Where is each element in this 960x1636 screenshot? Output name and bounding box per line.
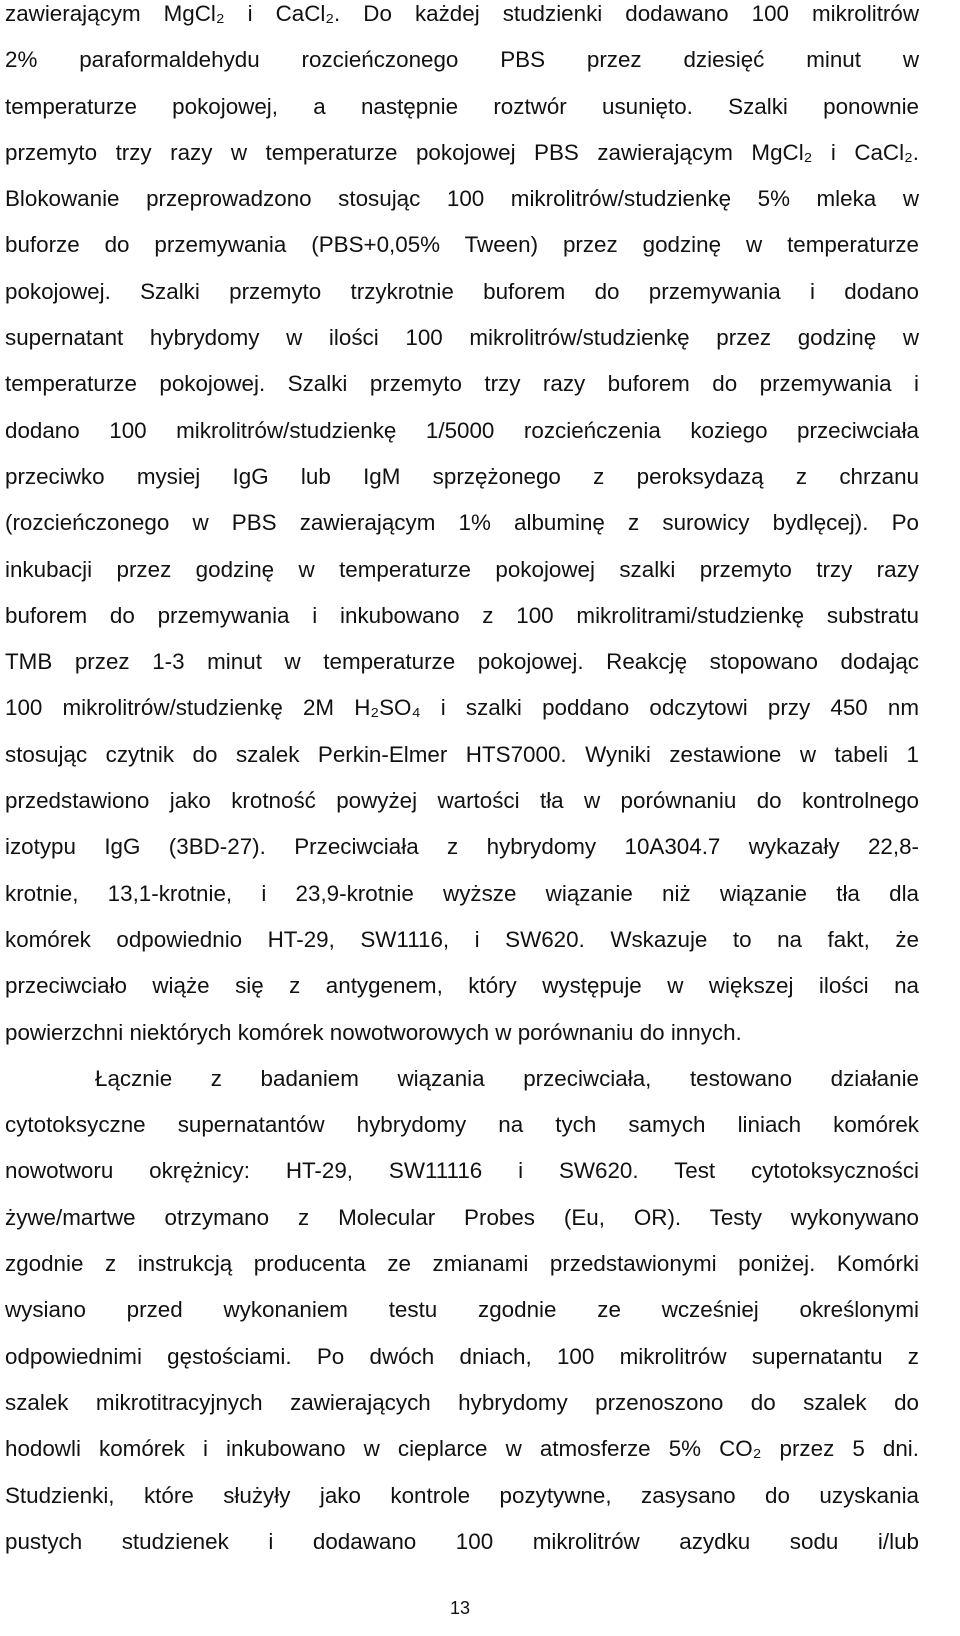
text-line: Blokowanie przeprowadzono stosując 100 mikrolitrów/studzienkę 5% mleka w <box>5 186 919 212</box>
text-line: powierzchni niektórych komórek nowotworowych w porównaniu do innych. <box>5 1019 742 1045</box>
text-line: przedstawiono jako krotność powyżej wartości tła w porównaniu do kontrolnego <box>5 788 919 814</box>
text-line: żywe/martwe otrzymano z Molecular Probes (Eu, OR). Testy wykonywano <box>5 1204 919 1230</box>
text-line: hodowli komórek i inkubowano w cieplarce w atmosferze 5% CO₂ przez 5 dni. <box>5 1436 919 1462</box>
text-line: nowotworu okrężnicy: HT-29, SW11116 i SW620. Test cytotoksyczności <box>5 1158 919 1184</box>
text-line: komórek odpowiednio HT-29, SW1116, i SW620. Wskazuje to na fakt, że <box>5 926 919 952</box>
text-line: przeciwciało wiąże się z antygenem, który występuje w większej ilości na <box>5 973 919 999</box>
text-line: przemyto trzy razy w temperaturze pokojowej PBS zawierającym MgCl₂ i CaCl₂. <box>5 139 919 165</box>
text-line: szalek mikrotitracyjnych zawierających hybrydomy przenoszono do szalek do <box>5 1389 919 1415</box>
text-line: inkubacji przez godzinę w temperaturze pokojowej szalki przemyto trzy razy <box>5 556 919 582</box>
text-line: 2% paraformaldehydu rozcieńczonego PBS przez dziesięć minut w <box>5 47 919 73</box>
text-line: pokojowej. Szalki przemyto trzykrotnie buforem do przemywania i dodano <box>5 278 919 304</box>
page-number: 13 <box>449 1598 471 1618</box>
text-line: Studzienki, które służyły jako kontrole pozytywne, zasysano do uzyskania <box>5 1482 919 1508</box>
paragraph-1 <box>5 0 919 1059</box>
text-line: przeciwko mysiej IgG lub IgM sprzężonego z peroksydazą z chrzanu <box>5 463 919 489</box>
text-line: pustych studzienek i dodawano 100 mikrolitrów azydku sodu i/lub <box>5 1528 919 1554</box>
text-line: temperaturze pokojowej. Szalki przemyto trzy razy buforem do przemywania i <box>5 371 919 397</box>
paragraph-2 <box>5 1059 919 1568</box>
text-line: (rozcieńczonego w PBS zawierającym 1% albuminę z surowicy bydlęcej). Po <box>5 510 919 536</box>
text-line: zgodnie z instrukcją producenta ze zmianami przedstawionymi poniżej. Komórki <box>5 1251 919 1277</box>
text-line: izotypu IgG (3BD-27). Przeciwciała z hybrydomy 10A304.7 wykazały 22,8- <box>5 834 919 860</box>
text-line: 100 mikrolitrów/studzienkę 2M H₂SO₄ i szalki poddano odczytowi przy 450 nm <box>5 695 919 721</box>
text-line: supernatant hybrydomy w ilości 100 mikrolitrów/studzienkę przez godzinę w <box>5 325 919 351</box>
text-line: odpowiednimi gęstościami. Po dwóch dniach, 100 mikrolitrów supernatantu z <box>5 1343 919 1369</box>
text-line: stosując czytnik do szalek Perkin-Elmer HTS7000. Wyniki zestawione w tabeli 1 <box>5 741 919 767</box>
text-line: Łącznie z badaniem wiązania przeciwciała, testowano działanie <box>95 1065 919 1091</box>
text-line: dodano 100 mikrolitrów/studzienkę 1/5000 rozcieńczenia koziego przeciwciała <box>5 417 919 443</box>
text-line: wysiano przed wykonaniem testu zgodnie ze wcześniej określonymi <box>5 1297 919 1323</box>
text-line: buforem do przemywania i inkubowano z 100 mikrolitrami/studzienkę substratu <box>5 602 919 628</box>
text-line: temperaturze pokojowej, a następnie roztwór usunięto. Szalki ponownie <box>5 93 919 119</box>
text-line: zawierającym MgCl₂ i CaCl₂. Do każdej studzienki dodawano 100 mikrolitrów <box>5 1 919 26</box>
text-line: cytotoksyczne supernatantów hybrydomy na tych samych liniach komórek <box>5 1112 919 1138</box>
document-page <box>5 0 919 1568</box>
text-line: buforze do przemywania (PBS+0,05% Tween) przez godzinę w temperaturze <box>5 232 919 258</box>
text-line: krotnie, 13,1-krotnie, i 23,9-krotnie wyższe wiązanie niż wiązanie tła dla <box>5 880 919 906</box>
text-line: TMB przez 1-3 minut w temperaturze pokojowej. Reakcję stopowano dodając <box>5 649 919 675</box>
